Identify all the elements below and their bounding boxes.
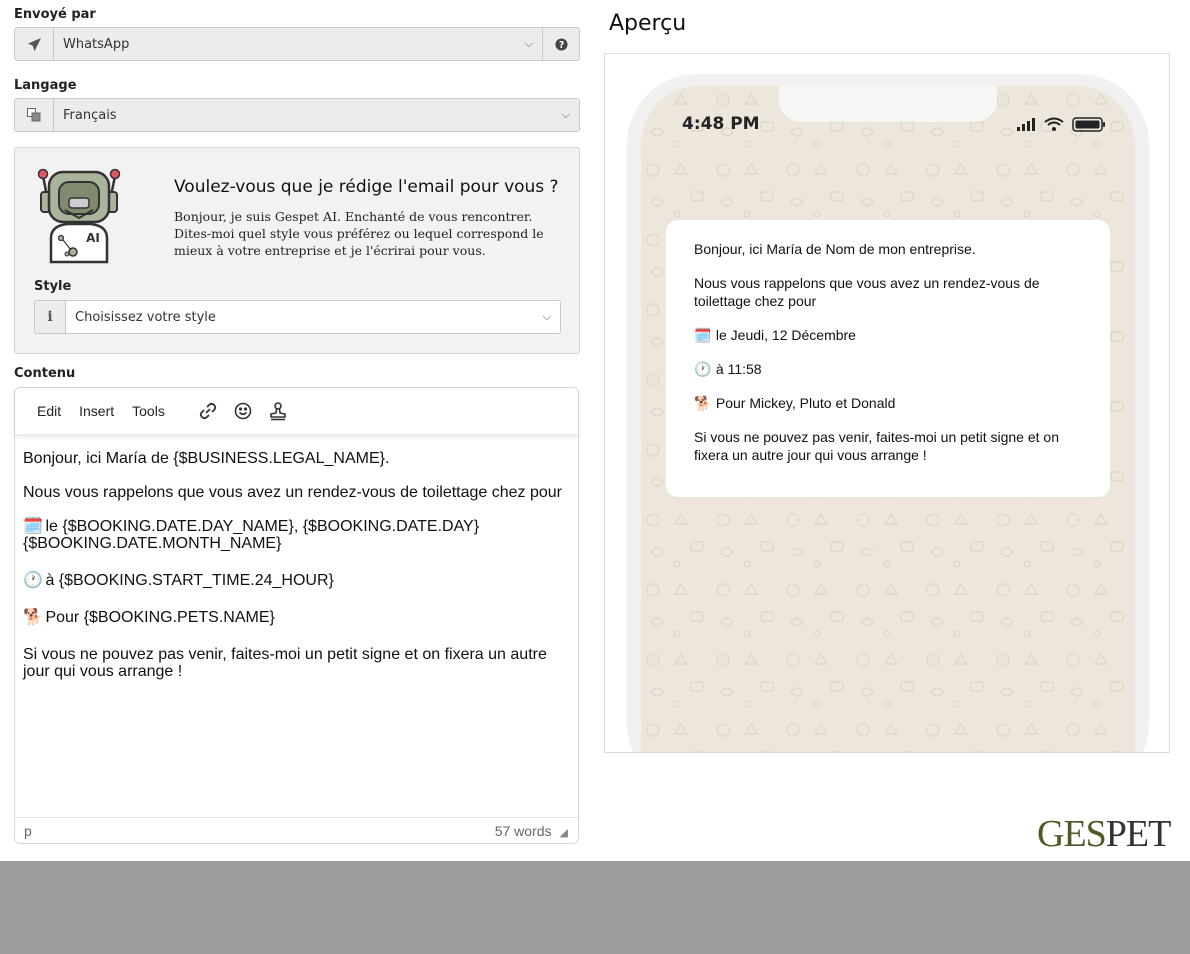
emoji-icon [234, 402, 252, 420]
editor-paragraph: Si vous ne pouvez pas venir, faites-moi un petit signe et on fixera un autre jour qui vous arrange ! [23, 646, 547, 680]
style-placeholder: Choisissez votre style [75, 309, 216, 325]
language-field [14, 98, 580, 132]
link-icon [198, 401, 218, 421]
stamp-icon [268, 401, 288, 421]
ai-assistant-panel [14, 147, 580, 354]
info-icon: i [35, 301, 66, 333]
editor-paragraph: Nous vous rappelons que vous avez un rendez-vous de toilettage chez pour [23, 484, 563, 501]
footer-bar [0, 861, 1190, 954]
editor-paragraph: 🐕 Pour {$BOOKING.PETS.NAME} [23, 609, 275, 626]
dog-icon: 🐕 [694, 395, 712, 411]
style-label: Style [34, 279, 72, 294]
style-field [34, 300, 561, 334]
message-paragraph: 🗓️ le Jeudi, 12 Décembre [694, 327, 856, 343]
editor-toolbar [15, 388, 578, 435]
phone-screen [641, 86, 1135, 753]
message-paragraph: Bonjour, ici María de Nom de mon entreprise. [694, 241, 976, 257]
emoji-button[interactable] [227, 396, 259, 426]
element-path[interactable]: p [24, 822, 32, 839]
translate-icon [15, 99, 54, 131]
stamp-button[interactable] [262, 396, 294, 426]
message-bubble [666, 220, 1110, 497]
menu-tools[interactable]: Tools [132, 403, 165, 419]
gespet-logo: GESPET [1037, 813, 1171, 855]
editor-paragraph: 🕐 à {$BOOKING.START_TIME.24_HOUR} [23, 572, 334, 589]
calendar-icon: 🗓️ [694, 327, 712, 343]
help-button[interactable] [542, 28, 579, 60]
ai-title: Voulez-vous que je rédige l'email pour vous ? [174, 177, 559, 197]
robot-icon [37, 168, 121, 264]
phone-mockup [627, 74, 1149, 753]
editor-paragraph: Bonjour, ici María de {$BUSINESS.LEGAL_NAME}. [23, 450, 390, 467]
chevron-down-icon: ⌵ [524, 37, 533, 50]
dog-icon: 🐕 [23, 609, 43, 626]
status-time: 4:48 PM [682, 114, 760, 134]
language-label: Langage [14, 78, 77, 93]
preview-frame [604, 53, 1170, 753]
ai-intro-text: Bonjour, je suis Gespet AI. Enchanté de vous rencontrer. Dites-moi quel style vous préférez ou lequel correspond le mieux à votre entreprise et je l'écrirai pour vous. [174, 209, 544, 258]
style-select[interactable] [66, 301, 560, 333]
message-paragraph: Nous vous rappelons que vous avez un rendez-vous de toilettage chez pour [694, 275, 1040, 309]
clock-icon: 🕐 [694, 361, 712, 377]
svg-text:?: ? [558, 39, 564, 51]
language-select[interactable] [54, 99, 579, 131]
rich-text-editor [14, 387, 579, 844]
paper-plane-icon [15, 28, 54, 60]
message-paragraph: 🕐 à 11:58 [694, 361, 762, 377]
link-button[interactable] [192, 396, 224, 426]
question-circle-icon [555, 38, 568, 51]
preview-title: Aperçu [609, 11, 687, 36]
calendar-icon: 🗓️ [23, 518, 43, 535]
status-bar-icons [1017, 116, 1107, 132]
message-paragraph: 🐕 Pour Mickey, Pluto et Donald [694, 395, 896, 411]
phone-notch [779, 86, 997, 122]
menu-edit[interactable]: Edit [37, 403, 62, 419]
sender-field [14, 27, 580, 61]
editor-content[interactable] [23, 450, 570, 697]
chevron-down-icon: ⌵ [542, 310, 551, 323]
word-count: 57 words [494, 822, 552, 839]
sender-value: WhatsApp [63, 36, 130, 52]
language-value: Français [63, 107, 117, 123]
editor-paragraph: 🗓️ le {$BOOKING.DATE.DAY_NAME}, {$BOOKING.DATE.DAY} {$BOOKING.DATE.MONTH_NAME} [23, 518, 480, 552]
svg-text:AI: AI [86, 231, 100, 245]
resize-handle-icon[interactable]: ◢ [559, 826, 568, 839]
editor-statusbar [15, 817, 578, 843]
menu-insert[interactable]: Insert [79, 403, 115, 419]
clock-icon: 🕐 [23, 572, 43, 589]
chevron-down-icon: ⌵ [561, 108, 570, 121]
content-label: Contenu [14, 366, 76, 381]
sender-label: Envoyé par [14, 7, 96, 22]
sender-select[interactable] [54, 28, 542, 60]
message-paragraph: Si vous ne pouvez pas venir, faites-moi un petit signe et on fixera un autre jour qui vous arrange ! [694, 429, 1059, 463]
